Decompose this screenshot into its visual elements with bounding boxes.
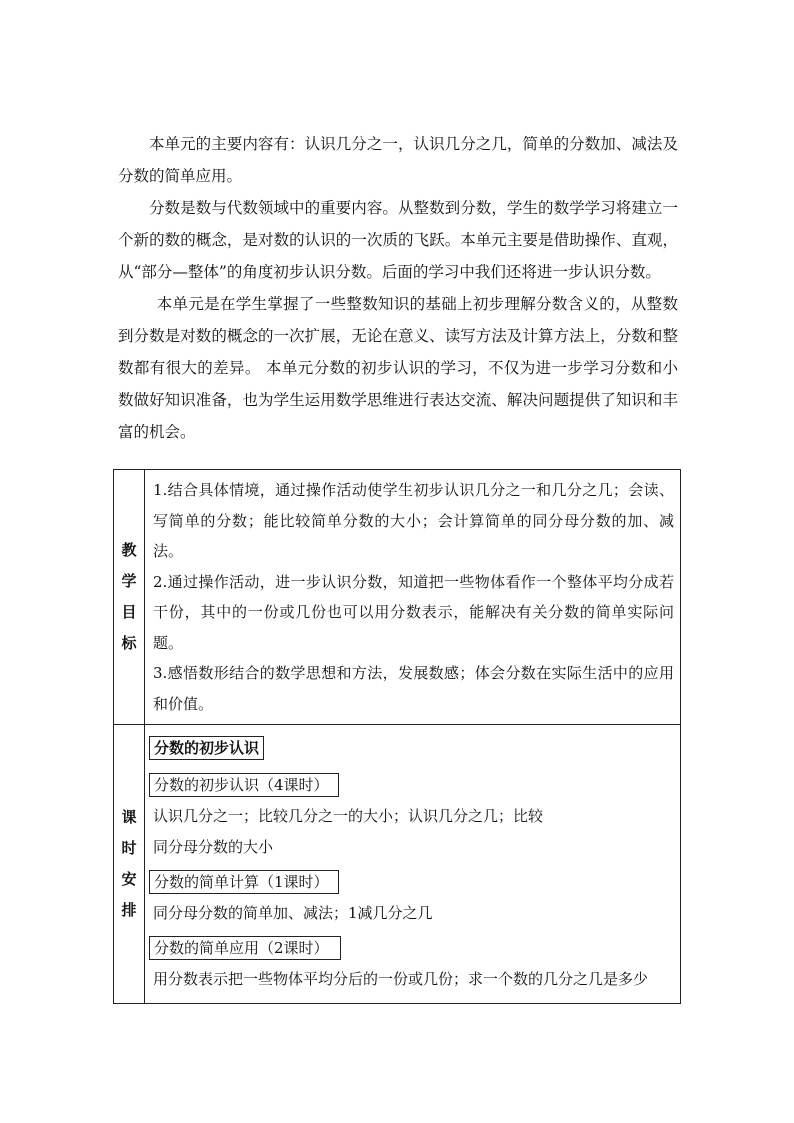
lesson-title: 分数的初步认识（4课时） (149, 773, 339, 797)
lesson-block (149, 867, 674, 929)
intro-section (118, 128, 678, 448)
schedule-label-char: 安 (121, 870, 137, 888)
lesson-detail-line: 同分母分数的简单加、减法；1减几分之几 (153, 904, 433, 922)
lesson-title: 分数的简单应用（2课时） (149, 936, 341, 960)
schedule-content (145, 725, 681, 1004)
goals-label-char: 目 (121, 603, 137, 621)
lesson-detail-line: 认识几分之一；比较几分之一的大小；认识几分之几；比较 (153, 807, 544, 825)
goals-content (145, 470, 681, 725)
goal-item: 2.通过操作活动，进一步认识分数，知道把一些物体看作一个整体平均分成若干份，其中的一份或几份也可以用分数表示，能解决有关分数的简单实际问题。 (153, 572, 674, 652)
schedule-row (114, 725, 681, 1004)
lesson-detail (153, 801, 674, 863)
unit-title: 分数的初步认识 (149, 736, 264, 760)
schedule-label-char: 时 (121, 839, 137, 857)
goal-item: 1.结合具体情境，通过操作活动使学生初步认识几分之一和几分之几；会读、写简单的分数；能比较简单分数的大小；会计算简单的同分母分数的加、减法。 (153, 481, 674, 560)
goals-label-char: 标 (121, 634, 137, 652)
schedule-label-char: 课 (121, 808, 137, 826)
lesson-detail-line: 用分数表示把一些物体平均分后的一份或几份；求一个数的几分之几是多少 (153, 970, 649, 988)
goals-label (114, 470, 145, 725)
lesson-title: 分数的简单计算（1课时） (149, 870, 339, 894)
lesson-detail (153, 898, 674, 929)
schedule-label (114, 725, 145, 1004)
lesson-detail-line: 同分母分数的大小 (153, 838, 274, 856)
lesson-block (149, 933, 674, 995)
goals-label-char: 教 (121, 541, 137, 559)
lesson-detail (153, 964, 674, 995)
lesson-block (149, 770, 674, 863)
goals-row (114, 470, 681, 725)
goals-label-char: 学 (121, 572, 137, 590)
lesson-plan-table (113, 469, 681, 1004)
schedule-label-char: 排 (121, 901, 137, 919)
goal-item: 3.感悟数形结合的数学思想和方法，发展数感；体会分数在实际生活中的应用和价值。 (153, 664, 674, 713)
intro-paragraph: 本单元是在学生掌握了一些整数知识的基础上初步理解分数含义的，从整数到分数是对数的概念的一次扩展，无论在意义、读写方法及计算方法上，分数和整数都有很大的差异。 本单元分数的初步认识的学习，不仅为进一步学习分数和小数做好知识准备，也为学生运用数学思维进行表达交流、解决问题提供了知识和丰富的机会。 (118, 295, 678, 441)
intro-paragraph: 本单元的主要内容有：认识几分之一，认识几分之几，简单的分数加、减法及分数的简单应用。 (118, 135, 678, 185)
intro-paragraph: 分数是数与代数领域中的重要内容。从整数到分数，学生的数学学习将建立一个新的数的概念，是对数的认识的一次质的飞跃。本单元主要是借助操作、直观，从“部分—整体”的角度初步认识分数。后面的学习中我们还将进一步认识分数。 (118, 199, 678, 281)
